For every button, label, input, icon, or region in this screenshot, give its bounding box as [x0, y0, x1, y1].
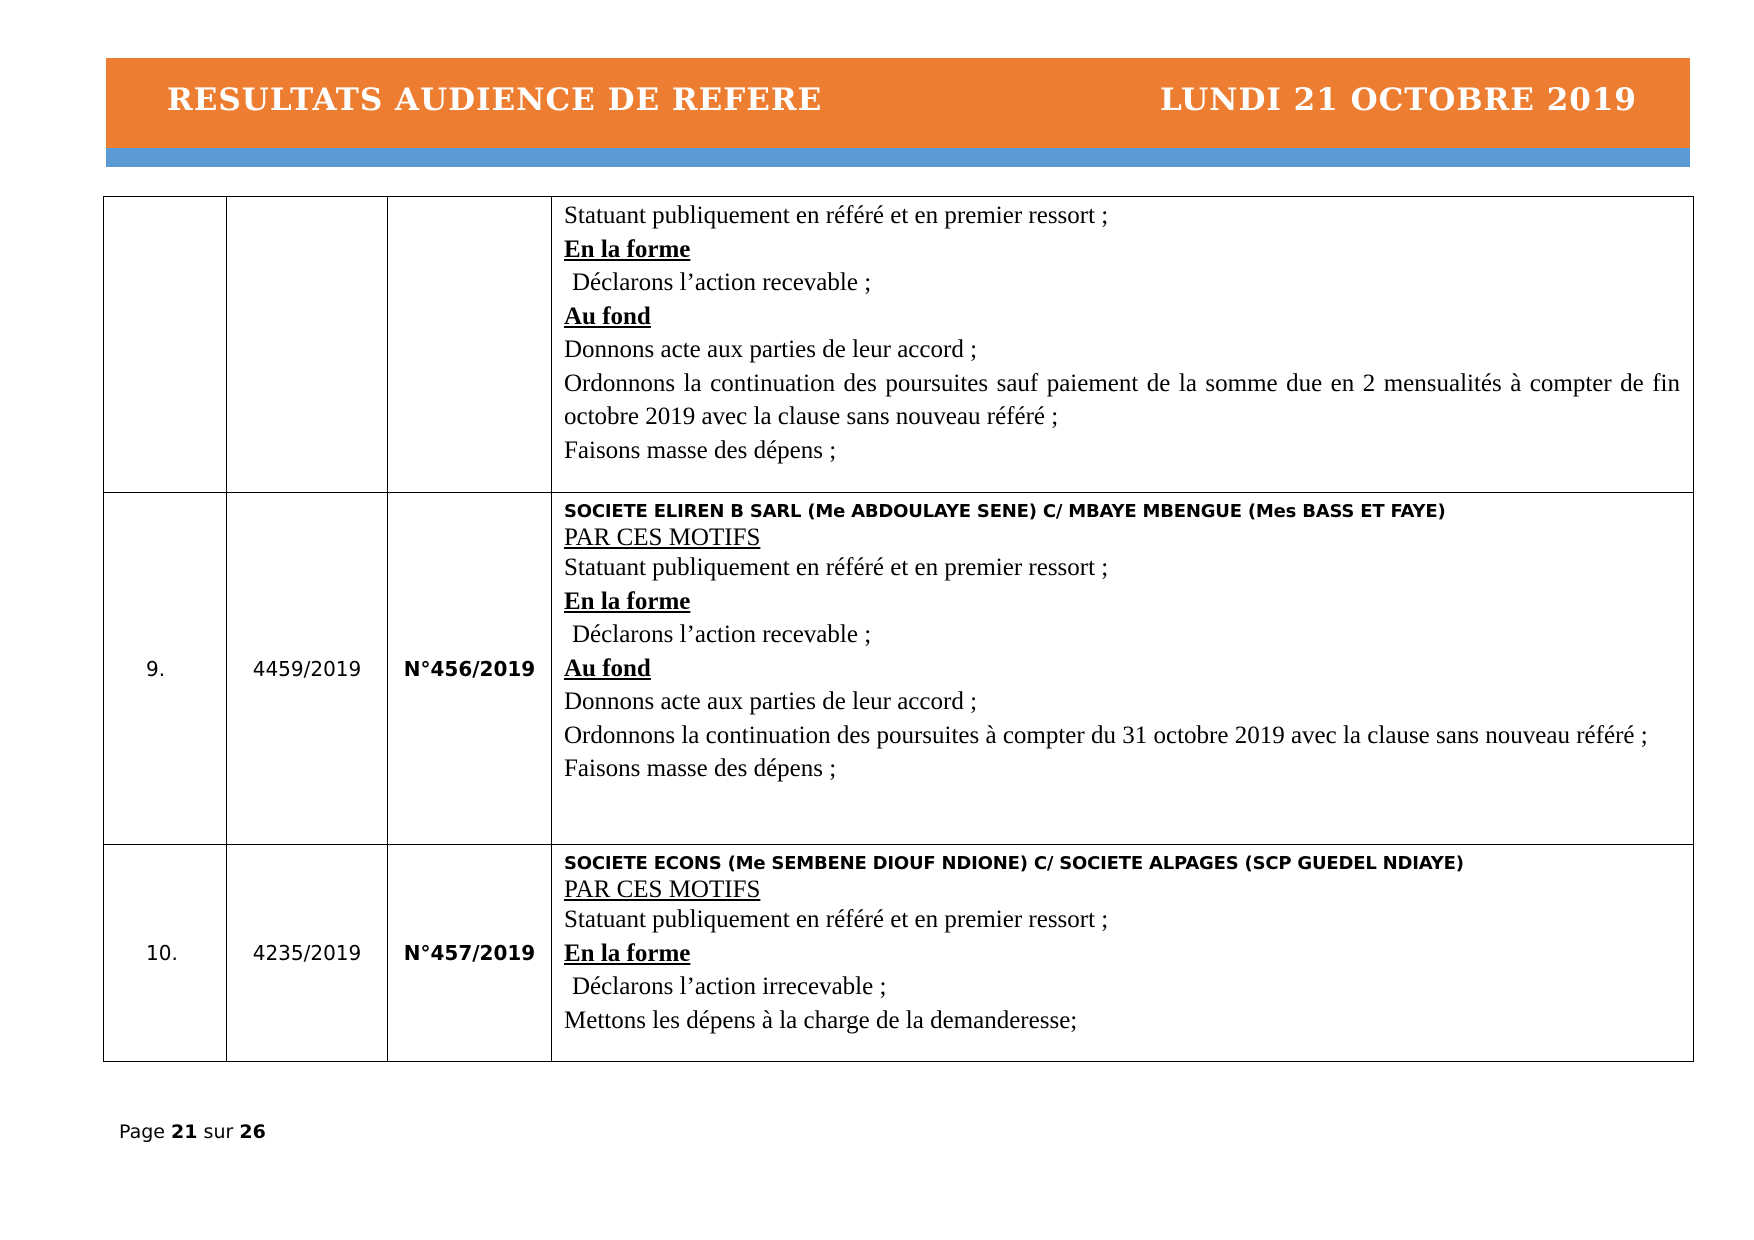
- decision-cell: [552, 493, 1694, 845]
- table-row: [104, 845, 1694, 1062]
- decision-line: Faisons masse des dépens ;: [564, 436, 837, 464]
- motifs-heading: PAR CES MOTIFS: [564, 524, 761, 551]
- page-separator: sur: [203, 1121, 234, 1143]
- case-parties: SOCIETE ELIREN B SARL (Me ABDOULAYE SENE) C/ MBAYE MBENGUE (Mes BASS ET FAYE): [564, 501, 1446, 522]
- dossier-number: 4235/2019: [227, 845, 388, 1062]
- case-parties: SOCIETE ECONS (Me SEMBENE DIOUF NDIONE) C/ SOCIETE ALPAGES (SCP GUEDEL NDIAYE): [564, 853, 1464, 874]
- dossier-number: [227, 197, 388, 493]
- decision-line: Statuant publiquement en référé et en premier ressort ;: [564, 202, 1109, 229]
- page-number: [119, 1121, 266, 1143]
- page-label: Page: [119, 1121, 165, 1143]
- decision-line: Mettons les dépens à la charge de la demanderesse;: [564, 1006, 1078, 1034]
- hearing-date: LUNDI 21 OCTOBRE 2019: [1160, 82, 1637, 118]
- decision-line: Faisons masse des dépens ;: [564, 755, 837, 782]
- results-table: [103, 196, 1694, 1062]
- decision-line: Déclarons l’action recevable ;: [572, 621, 872, 648]
- dossier-number: 4459/2019: [227, 493, 388, 845]
- decision-line: Déclarons l’action recevable ;: [572, 269, 872, 296]
- decision-line: Statuant publiquement en référé et en premier ressort ;: [564, 554, 1109, 581]
- header-stripe: [106, 148, 1690, 167]
- ordonnance-number: N°456/2019: [388, 493, 552, 845]
- decision-line: Statuant publiquement en référé et en premier ressort ;: [564, 906, 1109, 933]
- row-number: 9.: [104, 493, 227, 845]
- decision-line: Ordonnons la continuation des poursuites sauf paiement de la somme due en 2 mensualités à compter de fin octobre 2019 avec la clause sans nouveau référé ;: [564, 369, 1680, 430]
- ordonnance-number: N°457/2019: [388, 845, 552, 1062]
- document-title: RESULTATS AUDIENCE DE REFERE: [167, 82, 823, 118]
- section-heading-forme: En la forme: [564, 587, 691, 615]
- row-number: 10.: [104, 845, 227, 1062]
- decision-line: Donnons acte aux parties de leur accord ;: [564, 688, 978, 715]
- motifs-heading: PAR CES MOTIFS: [564, 876, 761, 903]
- section-heading-fond: Au fond: [564, 302, 651, 330]
- decision-line: Déclarons l’action irrecevable ;: [572, 973, 887, 1000]
- total-pages: 26: [239, 1121, 266, 1143]
- ordonnance-number: [388, 197, 552, 493]
- current-page: 21: [171, 1121, 198, 1143]
- table-row: [104, 197, 1694, 493]
- decision-cell: [552, 845, 1694, 1062]
- row-number: [104, 197, 227, 493]
- decision-cell: [552, 197, 1694, 493]
- decision-line: Ordonnons la continuation des poursuites à compter du 31 octobre 2019 avec la clause sans nouveau référé ;: [564, 721, 1648, 749]
- section-heading-fond: Au fond: [564, 654, 651, 682]
- section-heading-forme: En la forme: [564, 235, 691, 263]
- table-row: [104, 493, 1694, 845]
- section-heading-forme: En la forme: [564, 939, 691, 967]
- decision-line: Donnons acte aux parties de leur accord ;: [564, 336, 978, 363]
